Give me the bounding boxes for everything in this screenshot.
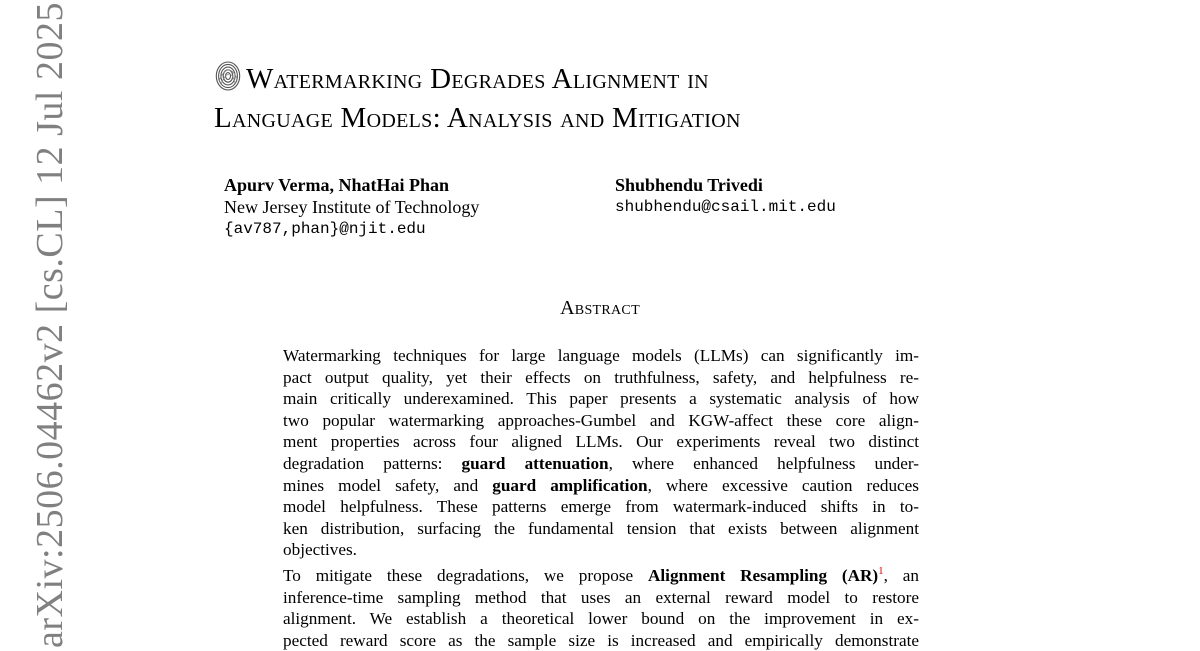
abstract-text: To mitigate these degradations, we propose [283,565,648,585]
abstract-line: objectives. [283,540,357,560]
author-affiliation-left: New Jersey Institute of Technology [224,197,480,217]
author-column-right [615,174,836,218]
title-line-2: Language Models: Analysis and Mitigation [214,102,741,134]
abstract-line: Watermarking techniques for large language models (LLMs) can significantly im- [283,346,919,365]
author-email-right: shubhendu@csail.mit.edu [615,198,836,216]
term-alignment-resampling: Alignment Resampling (AR) [647,565,879,585]
abstract-paragraph-2 [283,565,919,651]
abstract-text: degradation patterns: [283,453,462,473]
author-column-left [224,174,479,240]
abstract-body [283,345,919,651]
abstract-text: , an [883,565,919,585]
abstract-text: mines model safety, and [283,475,493,495]
abstract-line: two popular watermarking approaches-Gumbel and KGW-affect these core align- [283,410,919,430]
abstract-text: , where excessive caution reduces [647,475,919,495]
term-guard-amplification: guard amplification [492,475,648,495]
arxiv-identifier: arXiv:2506.04462v2 [cs.CL] 12 Jul 2025 [29,2,71,648]
abstract-paragraph-1 [283,345,919,561]
abstract-line: ment properties across four aligned LLMs. Our experiments reveal two distinct [283,432,919,452]
abstract-line: alignment. We establish a theoretical lower bound on the improvement in ex- [283,609,919,629]
abstract-line [283,453,919,475]
abstract-text: , where enhanced helpfulness under- [608,453,919,473]
abstract-line: pact output quality, yet their effects on truthfulness, safety, and helpfulness re- [283,367,919,387]
title-line-1-text: Watermarking Degrades Alignment in [246,63,709,95]
author-names-right: Shubhendu Trivedi [615,175,763,195]
author-names-left: Apurv Verma, NhatHai Phan [224,175,450,195]
abstract-line [283,565,919,587]
abstract-line [283,475,919,497]
abstract-heading: Abstract [560,297,640,319]
abstract-line: pected reward score as the sample size is increased and empirically demonstrate [283,630,919,650]
abstract-line: ken distribution, surfacing the fundamental tension that exists between alignment [283,518,919,538]
abstract-line: main critically underexamined. This paper presents a systematic analysis of how [283,389,919,409]
fingerprint-icon [214,61,242,91]
abstract-line: model helpfulness. These patterns emerge from watermark-induced shifts in to- [283,497,919,517]
paper-title [214,60,974,138]
abstract-line: inference-time sampling method that uses an external reward model to restore [283,587,919,607]
title-line-1 [214,60,974,99]
author-email-left: {av787,phan}@njit.edu [224,220,426,238]
arxiv-stamp [16,0,86,648]
term-guard-attenuation: guard attenuation [461,453,609,473]
footnote-link[interactable]: 1 [878,564,884,577]
